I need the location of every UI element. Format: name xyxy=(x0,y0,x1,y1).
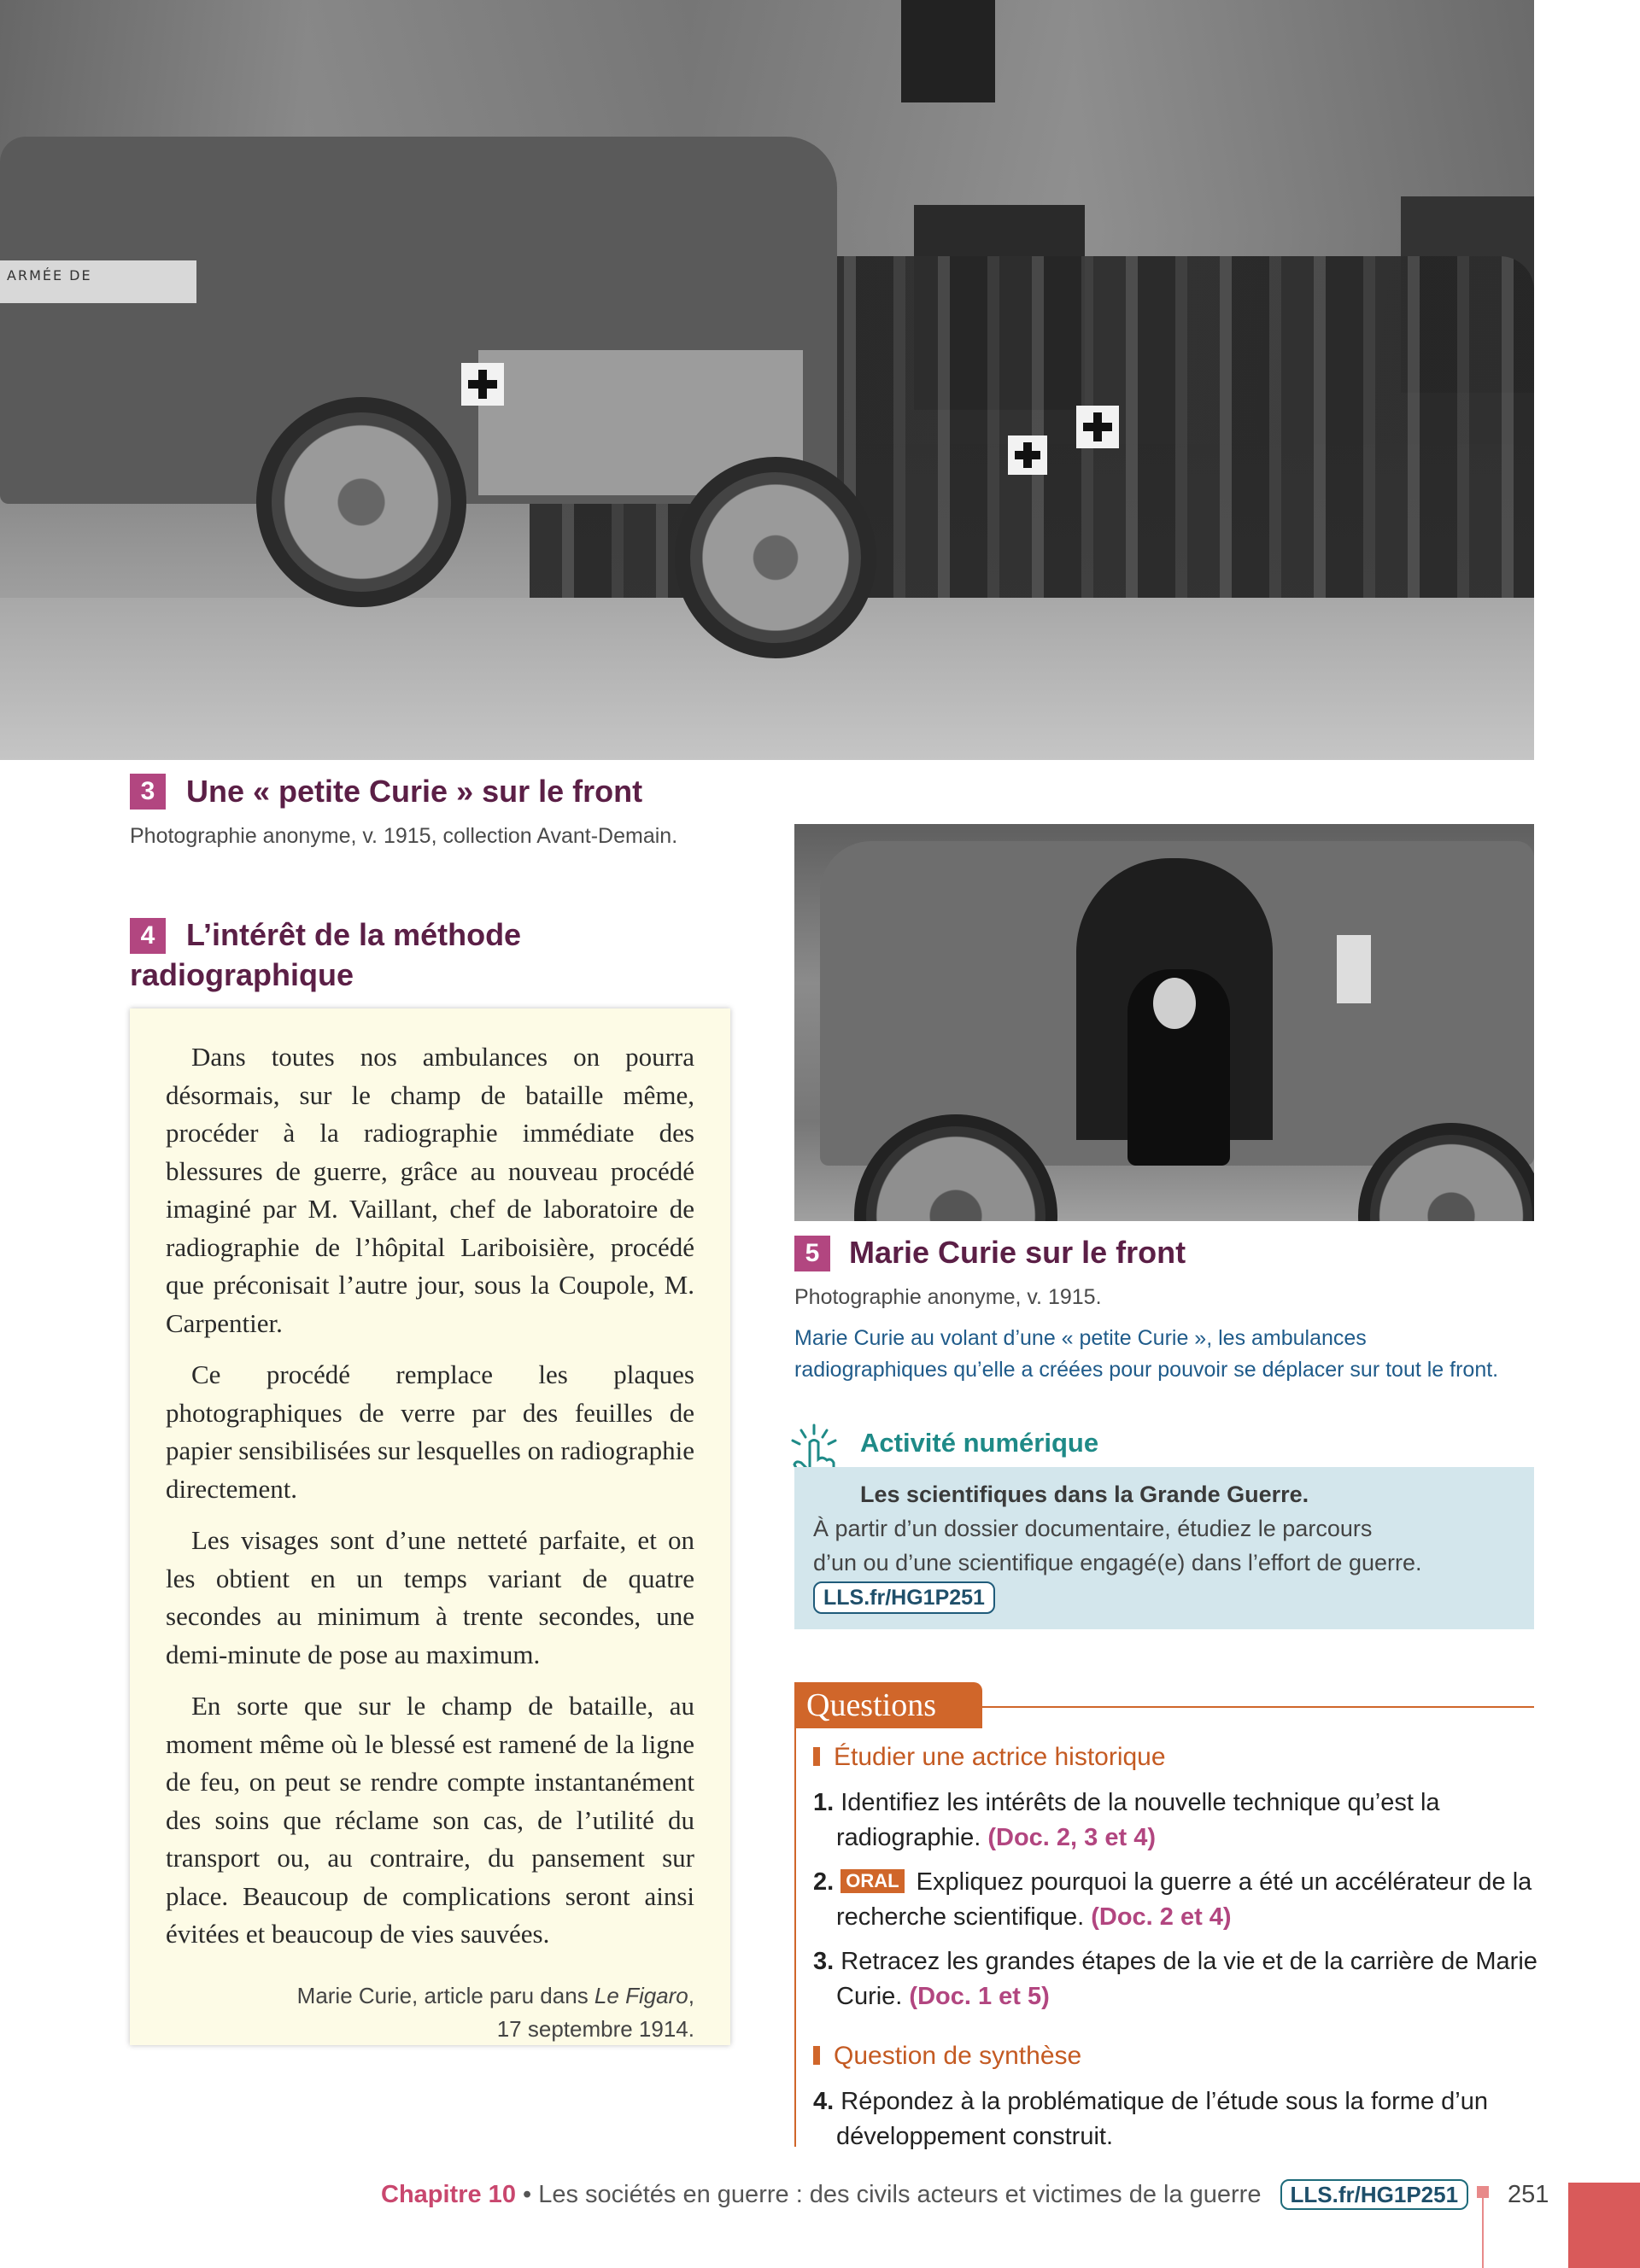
doc4-source-date: 17 septembre 1914. xyxy=(496,2015,694,2042)
questions-tab: Questions xyxy=(794,1682,982,1728)
doc3-caption: Photographie anonyme, v. 1915, collection Avant-Demain. xyxy=(130,824,678,848)
doc4-text-box xyxy=(130,1008,730,2045)
doc4-source-suffix: , xyxy=(688,1982,694,2008)
footer-chapter-title: Les sociétés en guerre : des civils acteurs et victimes de la guerre xyxy=(538,2181,1262,2208)
q2-text-line1: Expliquez pourquoi la guerre a été un accélérateur de la xyxy=(916,1868,1532,1896)
question-3 xyxy=(813,1944,1538,2014)
q1-text-line2: radiographie. xyxy=(836,1824,981,1851)
doc5-description-line2: radiographiques qu’elle a créées pour pouvoir se déplacer sur tout le front. xyxy=(794,1358,1499,1382)
question-2 xyxy=(813,1865,1532,1935)
doc5-caption: Photographie anonyme, v. 1915. xyxy=(794,1285,1102,1309)
q2-doc-ref: (Doc. 2 et 4) xyxy=(1091,1903,1232,1931)
q1-number: 1. xyxy=(813,1789,835,1816)
footer-chapter: Chapitre 10 xyxy=(381,2181,516,2208)
section-2-label: Question de synthèse xyxy=(834,2042,1082,2070)
activity-text-line1: À partir d’un dossier documentaire, étudiez le parcours xyxy=(813,1516,1373,1541)
doc5-description-line1: Marie Curie au volant d’une « petite Curie », les ambulances xyxy=(794,1326,1367,1350)
footer-link[interactable]: LLS.fr/HG1P251 xyxy=(1280,2179,1469,2210)
q3-text-line2: Curie. xyxy=(836,1983,903,2010)
doc4-paragraph-3: Les visages sont d’une netteté parfaite, et on les obtient en un temps variant de quatre secondes au minimum à trente secondes, une demi-minute de pose au maximum. xyxy=(166,1525,694,1669)
questions-left-rule xyxy=(794,1728,796,2147)
section-1-label: Étudier une actrice historique xyxy=(834,1743,1166,1771)
q1-doc-ref: (Doc. 2, 3 et 4) xyxy=(987,1824,1156,1851)
doc4-source-journal: Le Figaro xyxy=(594,1982,688,2008)
questions-section-1 xyxy=(813,1740,1166,1774)
q2-text-line2: recherche scientifique. xyxy=(836,1903,1085,1931)
footer-separator: • xyxy=(515,2181,539,2208)
questions-divider xyxy=(982,1706,1534,1708)
photo-marie-curie-ambulance xyxy=(794,824,1534,1221)
q4-number: 4. xyxy=(813,2088,835,2115)
doc3-title: Une « petite Curie » sur le front xyxy=(186,774,643,809)
oral-badge: ORAL xyxy=(840,1869,904,1893)
photo-sign-text: ARMÉE DE xyxy=(0,260,196,303)
doc4-source xyxy=(166,1979,694,2046)
q4-text-line2: développement construit. xyxy=(836,2123,1114,2150)
q4-text-line1: Répondez à la problématique de l’étude sous la forme d’un xyxy=(840,2088,1488,2115)
doc4-source-prefix: Marie Curie, article paru dans xyxy=(296,1982,594,2008)
doc-number-3: 3 xyxy=(130,774,166,810)
question-1 xyxy=(813,1786,1440,1856)
questions-section-2 xyxy=(813,2039,1081,2073)
activity-box xyxy=(794,1467,1534,1629)
q3-doc-ref: (Doc. 1 et 5) xyxy=(909,1983,1050,2010)
question-4 xyxy=(813,2084,1488,2154)
q2-number: 2. xyxy=(813,1868,835,1896)
q1-text-line1: Identifiez les intérêts de la nouvelle technique qu’est la xyxy=(840,1789,1440,1816)
activity-text-line2: d’un ou d’une scientifique engagé(e) dans l’effort de guerre. xyxy=(813,1550,1422,1575)
footer-marker xyxy=(1477,2186,1489,2198)
doc4-title-line2: radiographique xyxy=(130,957,354,992)
photo-petite-curie xyxy=(0,0,1534,760)
q3-number: 3. xyxy=(813,1948,835,1975)
doc4-paragraph-2: Ce procédé remplace les plaques photographiques de verre par des feuilles de papier sensibilisées sur lesquelles on radiographie directement. xyxy=(166,1359,694,1504)
doc4-paragraph-4: En sorte que sur le champ de bataille, au moment même où le blessé est ramené de la ligne de feu, on peut se rendre compte instantanément des soins que réclame son cas, de l’utilité du transport ou, au contraire, du pansement sur place. Beaucoup de complications seront ainsi évitées et beaucoup de vies sauvées. xyxy=(166,1691,694,1949)
footer-rule xyxy=(1482,2198,1484,2268)
doc-number-5: 5 xyxy=(794,1236,830,1271)
doc5-title: Marie Curie sur le front xyxy=(849,1235,1186,1270)
doc4-title-line1: L’intérêt de la méthode xyxy=(186,917,522,952)
q3-text-line1: Retracez les grandes étapes de la vie et de la carrière de Marie xyxy=(840,1948,1538,1975)
page-footer xyxy=(381,2177,1468,2212)
activity-heading: Les scientifiques dans la Grande Guerre. xyxy=(860,1482,1309,1507)
activity-title: Activité numérique xyxy=(860,1428,1099,1458)
page-corner-tab xyxy=(1568,2183,1640,2268)
doc4-paragraph-1: Dans toutes nos ambulances on pourra désormais, sur le champ de bataille même, procéder à la radiographie immédiate des blessures de guerre, grâce au nouveau procédé imaginé par M. Vaillant, chef de laboratoire de radiographie de l’hôpital Lariboisière, procédé que préconisait l’autre jour, sous la Coupole, M. Carpentier. xyxy=(166,1042,694,1338)
page-number: 251 xyxy=(1508,2181,1549,2208)
doc-number-4: 4 xyxy=(130,918,166,954)
activity-link[interactable]: LLS.fr/HG1P251 xyxy=(813,1581,995,1614)
